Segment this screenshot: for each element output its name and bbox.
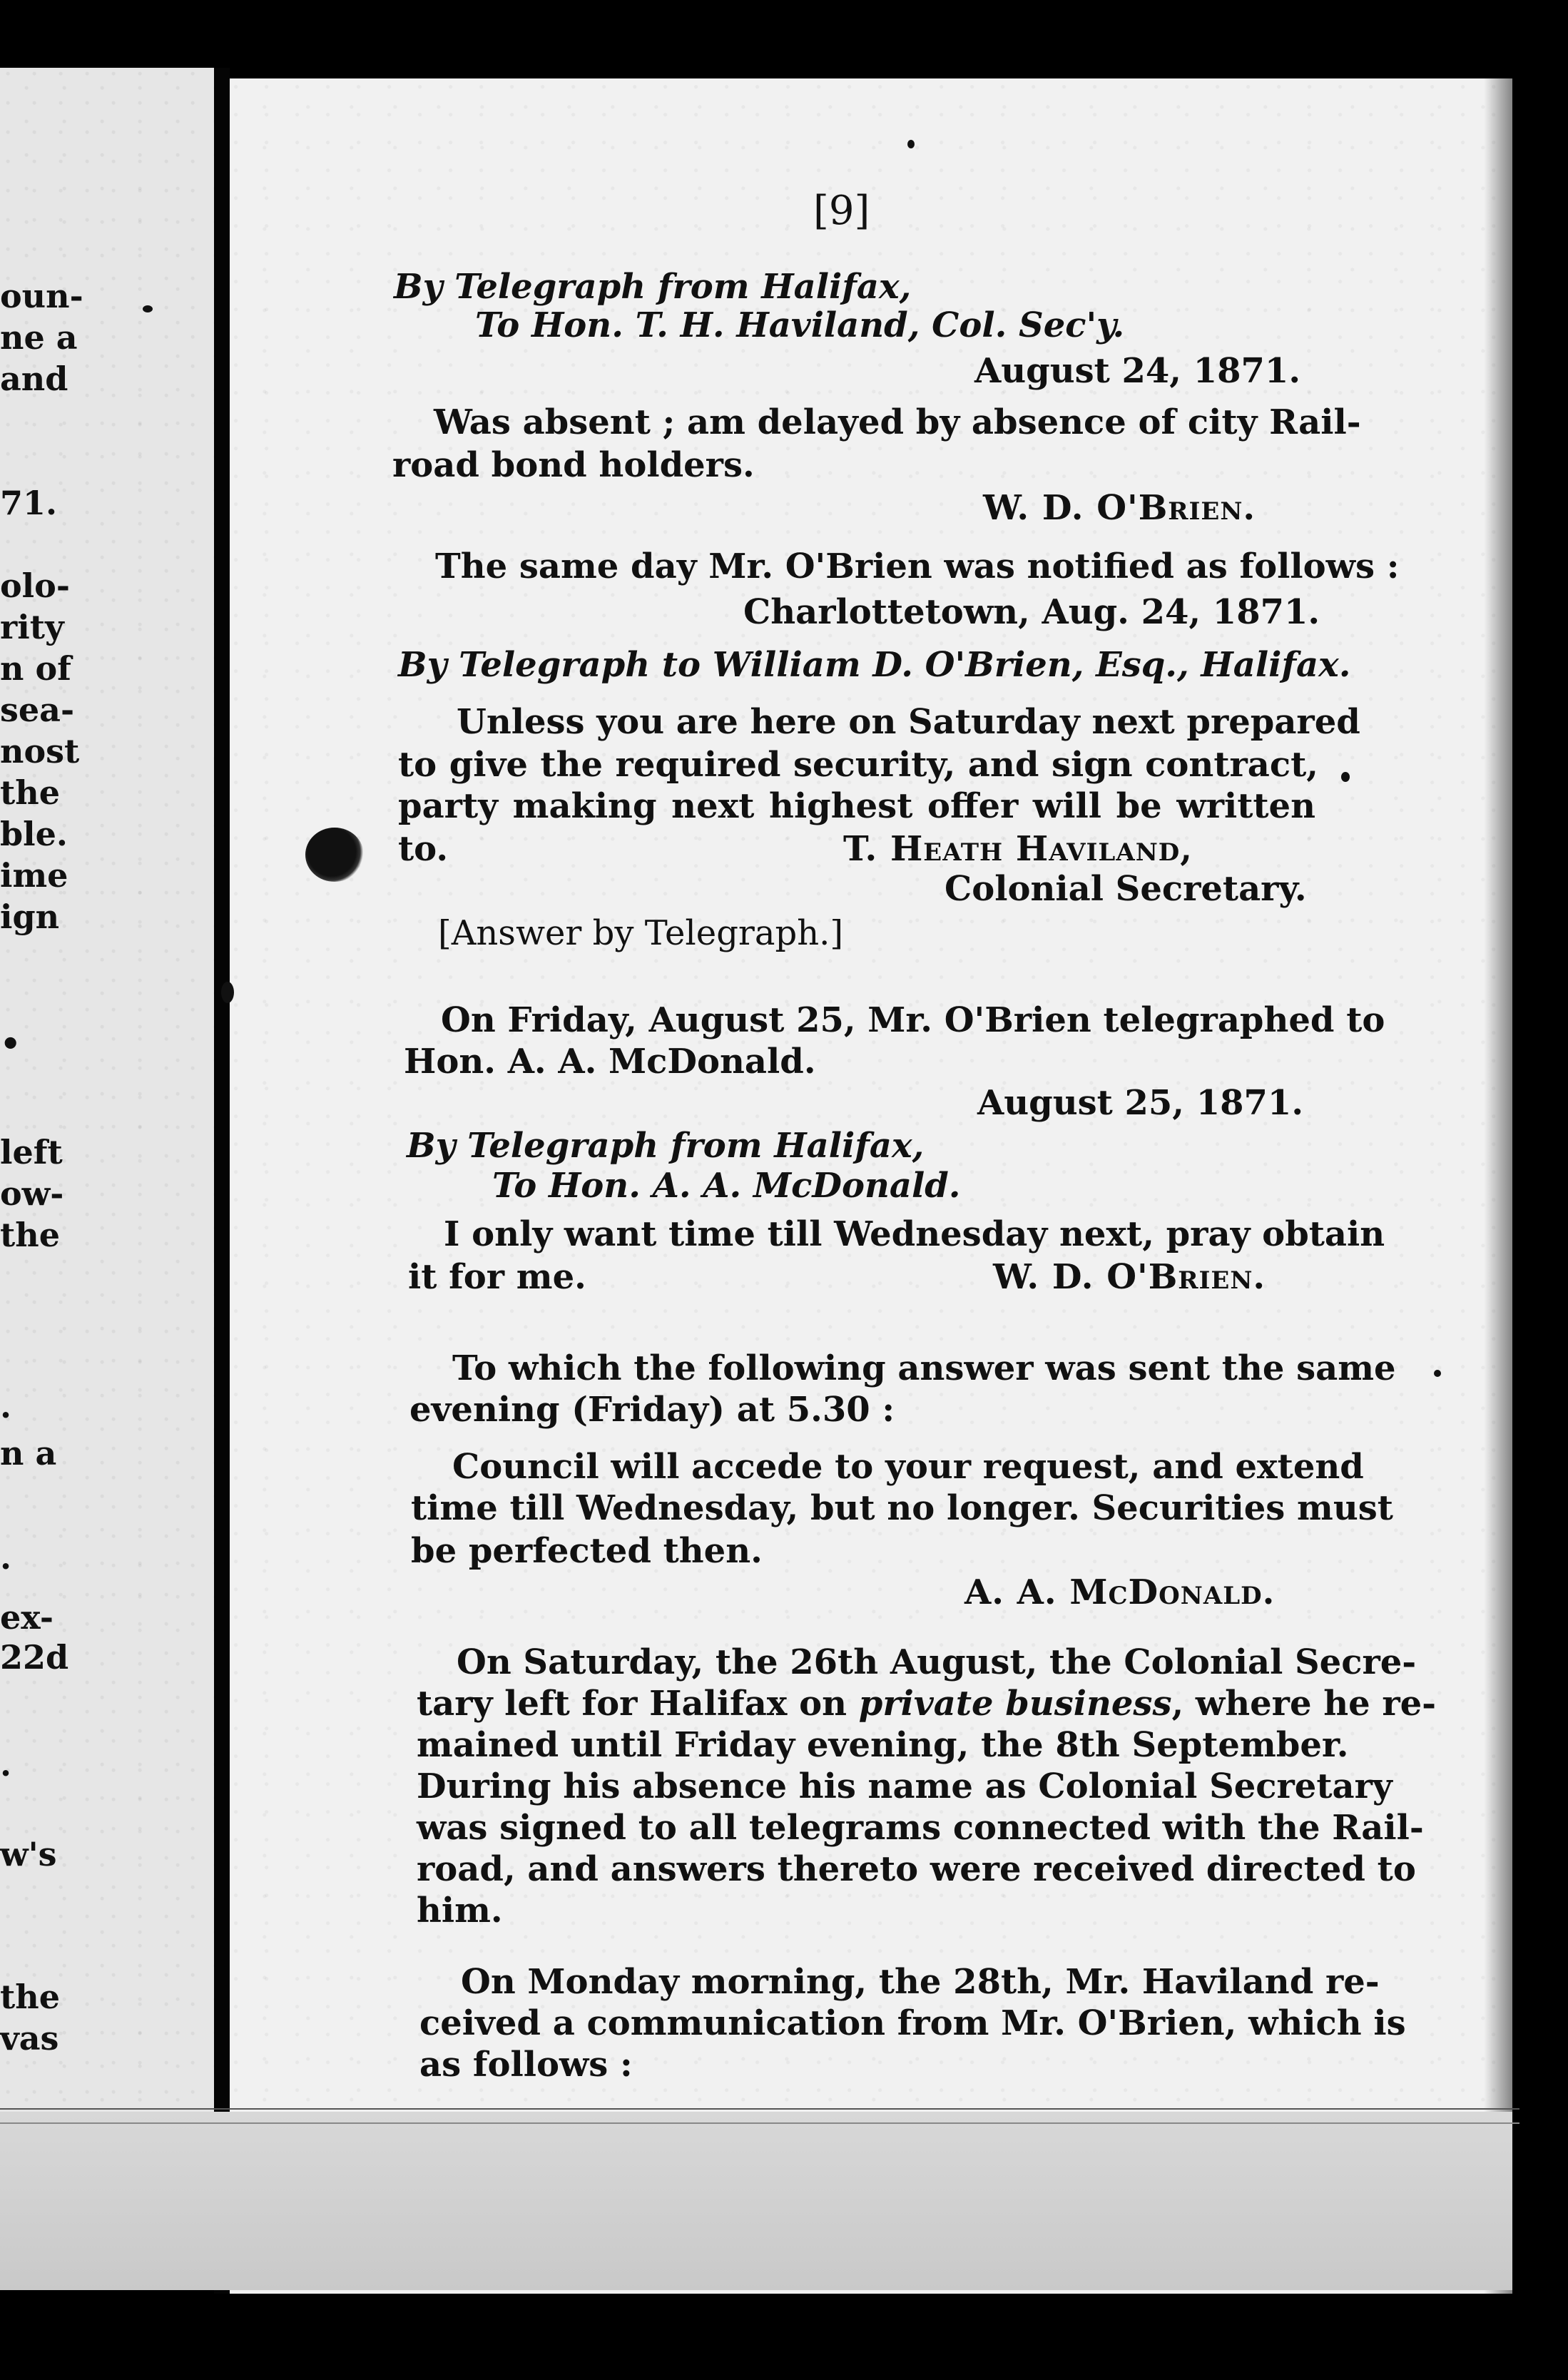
telegram-body: Was absent ; am delayed by absence of city Rail- — [434, 402, 1361, 442]
telegram-body: I only want time till Wednesday next, pray obtain — [444, 1214, 1385, 1254]
left-fragment: w's — [0, 1835, 57, 1873]
left-fragment: oun- — [0, 277, 83, 315]
paragraph-line: road, and answers thereto were received directed to — [417, 1849, 1416, 1889]
left-fragment: the — [0, 1216, 60, 1254]
page-gutter — [214, 68, 230, 2294]
paragraph-line: To which the following answer was sent the same — [452, 1348, 1396, 1388]
left-fragment: 71. — [0, 484, 58, 522]
ink-speck — [143, 305, 153, 312]
telegram-date: August 24, 1871. — [974, 351, 1301, 391]
left-fragment: ime — [0, 856, 68, 895]
left-fragment: sea- — [0, 691, 75, 729]
ink-speck — [907, 140, 915, 148]
left-fragment: . — [0, 1538, 12, 1577]
paragraph-line: On Friday, August 25, Mr. O'Brien telegraphed to — [441, 1000, 1385, 1040]
telegram-to-line: By Telegraph to William D. O'Brien, Esq., Halifax. — [398, 645, 1351, 685]
left-fragment: n a — [0, 1434, 57, 1473]
left-fragment: the — [0, 773, 60, 812]
telegram-signature: W. D. O'Brien. — [993, 1257, 1266, 1297]
telegram-body: to. — [398, 829, 449, 869]
left-fragment: nost — [0, 732, 80, 771]
left-fragment: ne a — [0, 318, 78, 357]
telegram-body: Unless you are here on Saturday next prepared — [457, 702, 1360, 742]
paragraph-line — [417, 1684, 1437, 1724]
page-edge-shadow — [1484, 78, 1512, 2294]
telegram-place-date: Charlottetown, Aug. 24, 1871. — [743, 592, 1320, 632]
notice-paragraph: The same day Mr. O'Brien was notified as follows : — [435, 546, 1400, 586]
left-fragment: 22d — [0, 1638, 69, 1677]
ink-speck — [221, 982, 234, 1003]
telegram-signature: T. Heath Haviland, — [843, 829, 1193, 869]
paragraph-text: tary left for Halifax on — [417, 1684, 859, 1724]
left-fragment: ign — [0, 897, 60, 936]
telegram-to-line: To Hon. A. A. McDonald. — [492, 1166, 961, 1206]
paragraph-text: , where he re- — [1171, 1684, 1437, 1724]
telegram-body: to give the required security, and sign contract, — [398, 745, 1318, 785]
council-reply-line: Council will accede to your request, and extend — [452, 1447, 1364, 1487]
ink-blot — [305, 828, 364, 882]
left-fragment: . — [0, 1387, 12, 1425]
scan-line — [0, 2122, 1519, 2124]
telegram-signature: W. D. O'Brien. — [983, 488, 1256, 528]
paragraph-line: ceived a communication from Mr. O'Brien, which is — [419, 2003, 1406, 2043]
paragraph-line: as follows : — [419, 2045, 633, 2085]
telegram-to-line: To Hon. T. H. Haviland, Col. Sec'y. — [475, 305, 1125, 345]
left-fragment: . — [0, 1745, 12, 1784]
paragraph-line: was signed to all telegrams connected with the Rail- — [417, 1808, 1424, 1848]
paragraph-line: On Monday morning, the 28th, Mr. Haviland re- — [461, 1962, 1380, 2002]
paragraph-line: On Saturday, the 26th August, the Colonial Secre- — [457, 1642, 1417, 1682]
council-signature: A. A. McDonald. — [964, 1572, 1276, 1612]
left-fragment: • — [0, 1024, 21, 1063]
paragraph-line: mained until Friday evening, the 8th September. — [417, 1725, 1349, 1765]
paragraph-italic-text: private business — [858, 1684, 1172, 1724]
council-reply-line: be perfected then. — [411, 1531, 763, 1571]
left-fragment: the — [0, 1978, 60, 2016]
scan-line — [0, 2108, 1519, 2110]
paragraph-line: evening (Friday) at 5.30 : — [409, 1390, 895, 1430]
telegram-from-line: By Telegraph from Halifax, — [394, 267, 912, 307]
telegram-signature-title: Colonial Secretary. — [945, 869, 1307, 909]
telegram-body: road bond holders. — [392, 445, 755, 485]
paragraph-line: Hon. A. A. McDonald. — [404, 1042, 816, 1082]
left-fragment: ex- — [0, 1598, 54, 1637]
telegram-body: it for me. — [408, 1257, 586, 1297]
left-fragment: and — [0, 360, 68, 398]
left-fragment: vas — [0, 2019, 59, 2058]
answer-note: [Answer by Telegraph.] — [438, 913, 844, 953]
left-fragment: n of — [0, 649, 71, 688]
left-fragment: ble. — [0, 815, 68, 853]
ink-speck — [1341, 772, 1350, 782]
paragraph-line: During his absence his name as Colonial Secretary — [417, 1766, 1393, 1806]
ink-speck — [1434, 1370, 1441, 1377]
page-number: [9] — [813, 188, 870, 234]
page-bottom-margin — [0, 2112, 1512, 2290]
council-reply-line: time till Wednesday, but no longer. Securities must — [411, 1488, 1393, 1528]
telegram-date: August 25, 1871. — [977, 1083, 1304, 1123]
left-fragment: left — [0, 1133, 63, 1171]
left-fragment: ow- — [0, 1174, 64, 1213]
telegram-from-line: By Telegraph from Halifax, — [407, 1126, 925, 1166]
telegram-body: party making next highest offer will be written — [398, 786, 1315, 826]
left-fragment: olo- — [0, 566, 70, 605]
paragraph-line: him. — [417, 1891, 503, 1931]
left-fragment: rity — [0, 608, 64, 646]
